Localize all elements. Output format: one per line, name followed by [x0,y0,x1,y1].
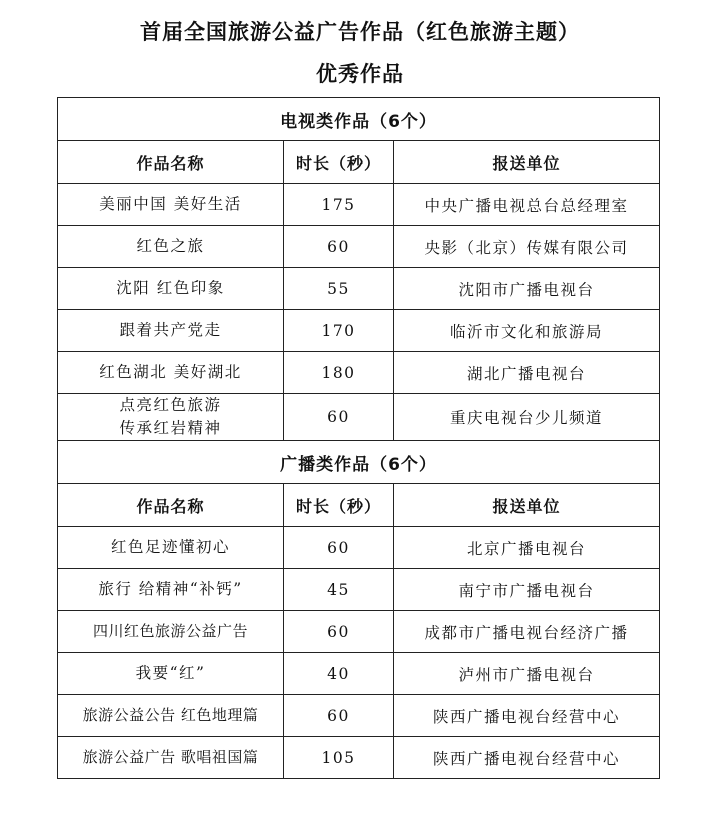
work-name: 我要“红” [58,653,284,695]
work-duration: 40 [284,653,394,695]
document-subtitle: 优秀作品 [316,62,404,86]
work-duration: 60 [284,527,394,569]
document-title: 首届全国旅游公益广告作品（红色旅游主题） [140,20,580,44]
submitting-unit: 陕西广播电视台经营中心 [394,737,660,779]
work-name: 旅行 给精神“补钙” [58,569,284,611]
column-header-duration: 时长（秒） [284,484,394,527]
work-name: 沈阳 红色印象 [58,268,284,310]
table-row [58,653,660,695]
work-name: 旅游公益广告 歌唱祖国篇 [58,737,284,779]
work-duration: 45 [284,569,394,611]
column-header-unit: 报送单位 [394,141,660,184]
work-name [58,394,284,441]
work-duration: 170 [284,310,394,352]
work-name: 红色湖北 美好湖北 [58,352,284,394]
table-row [58,184,660,226]
table-row [58,226,660,268]
submitting-unit: 重庆电视台少儿频道 [394,394,660,441]
tv-header-row [58,141,660,184]
submitting-unit: 成都市广播电视台经济广播 [394,611,660,653]
column-header-name: 作品名称 [58,484,284,527]
submitting-unit: 临沂市文化和旅游局 [394,310,660,352]
work-name: 美丽中国 美好生活 [58,184,284,226]
column-header-duration: 时长（秒） [284,141,394,184]
tv-section-row [58,98,660,141]
submitting-unit: 南宁市广播电视台 [394,569,660,611]
table-row [58,268,660,310]
radio-header-row [58,484,660,527]
submitting-unit: 沈阳市广播电视台 [394,268,660,310]
table-row [58,737,660,779]
submitting-unit: 中央广播电视总台总经理室 [394,184,660,226]
submitting-unit: 陕西广播电视台经营中心 [394,695,660,737]
table-row [58,527,660,569]
table-row [58,569,660,611]
work-duration: 175 [284,184,394,226]
awards-table [57,97,660,779]
submitting-unit: 央影（北京）传媒有限公司 [394,226,660,268]
column-header-name: 作品名称 [58,141,284,184]
submitting-unit: 湖北广播电视台 [394,352,660,394]
table-row [58,394,660,441]
submitting-unit: 泸州市广播电视台 [394,653,660,695]
work-duration: 105 [284,737,394,779]
work-duration: 60 [284,226,394,268]
work-name: 红色之旅 [58,226,284,268]
work-name: 四川红色旅游公益广告 [58,611,284,653]
work-duration: 180 [284,352,394,394]
table-row [58,352,660,394]
work-duration: 60 [284,394,394,441]
work-duration: 60 [284,695,394,737]
submitting-unit: 北京广播电视台 [394,527,660,569]
table-row [58,695,660,737]
work-name: 旅游公益公告 红色地理篇 [58,695,284,737]
work-duration: 60 [284,611,394,653]
work-name: 红色足迹懂初心 [58,527,284,569]
tv-section-heading: 电视类作品（6个） [58,98,660,141]
work-name-line2: 传承红岩精神 [119,419,222,437]
column-header-unit: 报送单位 [394,484,660,527]
work-duration: 55 [284,268,394,310]
work-name-line1: 点亮红色旅游 [119,396,222,414]
table-row [58,310,660,352]
radio-section-row [58,441,660,484]
work-name: 跟着共产党走 [58,310,284,352]
table-row [58,611,660,653]
radio-section-heading: 广播类作品（6个） [58,441,660,484]
